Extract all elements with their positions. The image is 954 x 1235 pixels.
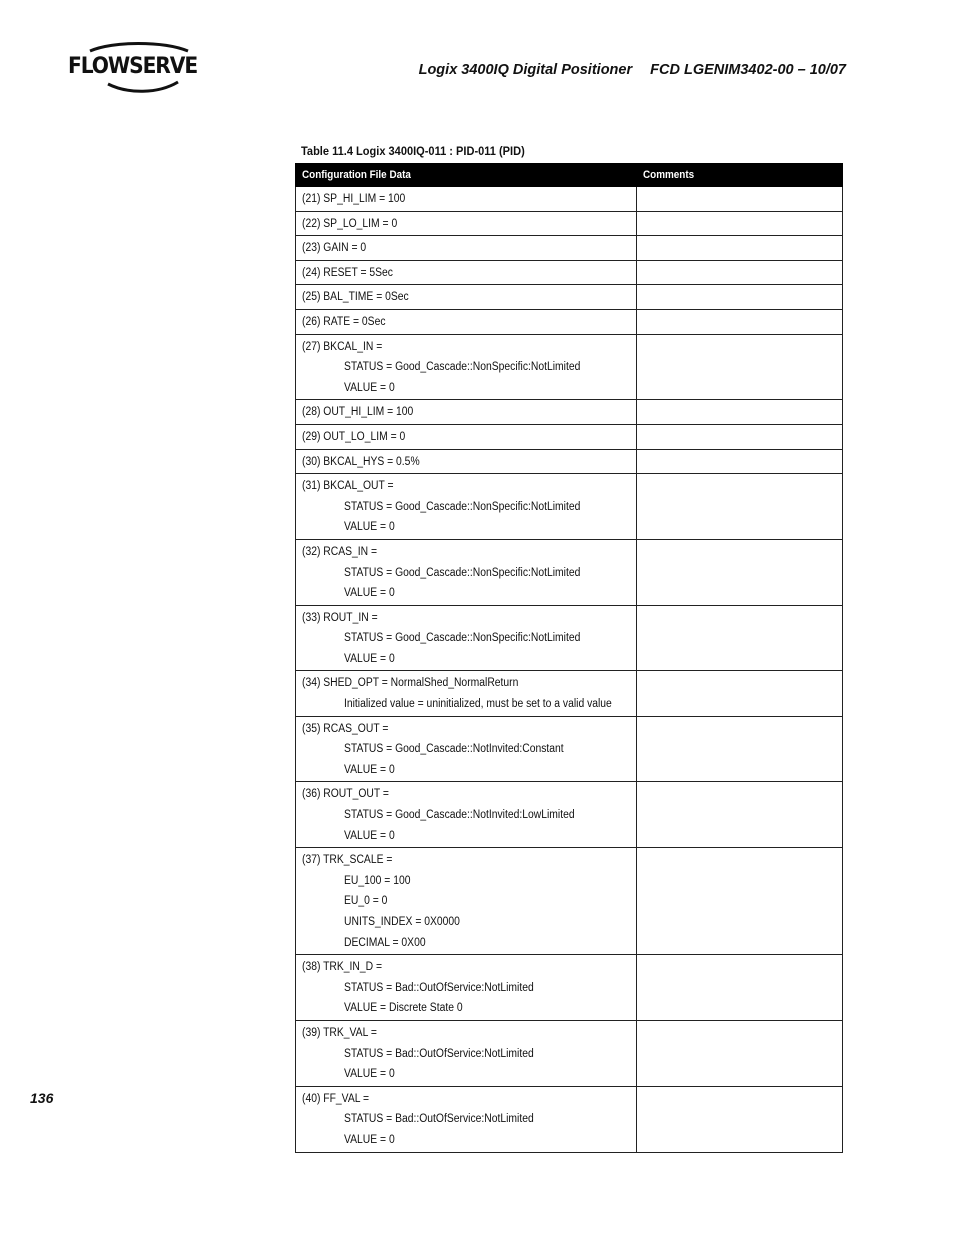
config-data-cell (296, 260, 637, 285)
config-data-cell (296, 211, 637, 236)
config-parameter: (36) ROUT_OUT = (302, 788, 389, 801)
comments-cell (637, 539, 843, 605)
table-body (296, 187, 843, 1153)
comments-cell (637, 236, 843, 261)
config-sub-value: STATUS = Bad::OutOfService:NotLimited (344, 981, 534, 994)
config-parameter: (34) SHED_OPT = NormalShed_NormalReturn (302, 677, 519, 690)
running-header (419, 62, 846, 78)
config-parameter: (40) FF_VAL = (302, 1092, 370, 1105)
config-data-cell (296, 605, 637, 671)
table-row (296, 1020, 843, 1086)
config-parameter: (33) ROUT_IN = (302, 611, 378, 624)
comments-cell (637, 955, 843, 1021)
comments-cell (637, 260, 843, 285)
config-parameter: (37) TRK_SCALE = (302, 854, 393, 867)
config-data-cell (296, 187, 637, 212)
config-parameter: (27) BKCAL_IN = (302, 340, 383, 353)
comments-cell (637, 474, 843, 540)
config-parameter: (22) SP_LO_LIM = 0 (302, 217, 398, 230)
config-parameter: (21) SP_HI_LIM = 100 (302, 193, 406, 205)
table-row (296, 424, 843, 449)
comments-cell (637, 716, 843, 782)
column-header-config-data: Configuration File Data (296, 164, 637, 187)
column-header-comments: Comments (637, 164, 843, 187)
table-row (296, 309, 843, 334)
config-data-cell (296, 285, 637, 310)
config-data-cell (296, 449, 637, 474)
config-data-cell (296, 424, 637, 449)
table-row (296, 449, 843, 474)
config-sub-value: EU_100 = 100 (344, 874, 411, 887)
config-sub-value: Initialized value = uninitialized, must be set to a valid value (344, 698, 612, 711)
config-parameter: (29) OUT_LO_LIM = 0 (302, 430, 406, 443)
comments-cell (637, 671, 843, 716)
comments-cell (637, 1086, 843, 1152)
config-parameter: (32) RCAS_IN = (302, 545, 378, 558)
config-sub-value: VALUE = 0 (344, 1068, 395, 1081)
comments-cell (637, 187, 843, 212)
config-data-cell (296, 1086, 637, 1152)
config-parameter: (35) RCAS_OUT = (302, 722, 389, 735)
table-row (296, 474, 843, 540)
flowserve-logo (68, 42, 208, 98)
config-sub-value: VALUE = 0 (344, 381, 395, 394)
table-row (296, 400, 843, 425)
config-data-cell (296, 782, 637, 848)
comments-cell (637, 400, 843, 425)
config-sub-value: VALUE = 0 (344, 587, 395, 600)
comments-cell (637, 848, 843, 955)
table-caption: Table 11.4 Logix 3400IQ-011 : PID-011 (PID) (301, 144, 525, 158)
comments-cell (637, 449, 843, 474)
comments-cell (637, 424, 843, 449)
table-row (296, 187, 843, 212)
table-row (296, 260, 843, 285)
config-data-cell (296, 474, 637, 540)
config-sub-value: STATUS = Good_Cascade::NonSpecific:NotLimited (344, 632, 581, 645)
config-parameter: (38) TRK_IN_D = (302, 961, 383, 974)
config-data-cell (296, 236, 637, 261)
comments-cell (637, 211, 843, 236)
table-row (296, 716, 843, 782)
config-parameter: (23) GAIN = 0 (302, 242, 367, 255)
config-sub-value: STATUS = Good_Cascade::NonSpecific:NotLimited (344, 361, 581, 374)
comments-cell (637, 605, 843, 671)
config-data-cell (296, 539, 637, 605)
config-sub-value: STATUS = Good_Cascade::NonSpecific:NotLimited (344, 566, 581, 579)
table-row (296, 211, 843, 236)
config-parameter: (30) BKCAL_HYS = 0.5% (302, 455, 420, 468)
config-parameter: (39) TRK_VAL = (302, 1026, 377, 1039)
config-parameter: (31) BKCAL_OUT = (302, 480, 394, 493)
config-sub-value: STATUS = Good_Cascade::NotInvited:LowLimited (344, 809, 575, 822)
table-row (296, 955, 843, 1021)
table-row (296, 1086, 843, 1152)
config-sub-value: VALUE = 0 (344, 763, 395, 776)
comments-cell (637, 782, 843, 848)
config-sub-value: VALUE = 0 (344, 1133, 395, 1146)
config-sub-value: STATUS = Bad::OutOfService:NotLimited (344, 1113, 534, 1126)
table-header-row (296, 164, 843, 187)
config-sub-value: VALUE = Discrete State 0 (344, 1002, 463, 1015)
table-row (296, 782, 843, 848)
table-row (296, 334, 843, 400)
config-sub-value: EU_0 = 0 (344, 895, 388, 908)
config-sub-value: DECIMAL = 0X00 (344, 936, 426, 949)
config-data-cell (296, 716, 637, 782)
document-code: FCD LGENIM3402-00 – 10/07 (650, 62, 846, 78)
page-number: 136 (30, 1090, 54, 1106)
comments-cell (637, 285, 843, 310)
comments-cell (637, 1020, 843, 1086)
configuration-table (295, 163, 843, 1153)
config-data-cell (296, 1020, 637, 1086)
table-row (296, 848, 843, 955)
table-row (296, 539, 843, 605)
document-title: Logix 3400IQ Digital Positioner (418, 62, 633, 78)
config-data-cell (296, 334, 637, 400)
config-data-cell (296, 955, 637, 1021)
config-sub-value: VALUE = 0 (344, 521, 395, 534)
config-sub-value: UNITS_INDEX = 0X0000 (344, 916, 460, 928)
config-sub-value: VALUE = 0 (344, 652, 395, 665)
config-parameter: (26) RATE = 0Sec (302, 315, 386, 328)
comments-cell (637, 334, 843, 400)
table-row (296, 605, 843, 671)
config-data-cell (296, 848, 637, 955)
table-row (296, 236, 843, 261)
config-sub-value: STATUS = Bad::OutOfService:NotLimited (344, 1047, 534, 1060)
logo-wordmark: FLOWSERVE (68, 54, 198, 79)
config-sub-value: STATUS = Good_Cascade::NotInvited:Constant (344, 743, 564, 756)
table-row (296, 285, 843, 310)
config-sub-value: STATUS = Good_Cascade::NonSpecific:NotLimited (344, 500, 581, 513)
config-parameter: (25) BAL_TIME = 0Sec (302, 291, 409, 304)
table-row (296, 671, 843, 716)
config-data-cell (296, 400, 637, 425)
comments-cell (637, 309, 843, 334)
config-data-cell (296, 309, 637, 334)
config-data-cell (296, 671, 637, 716)
config-sub-value: VALUE = 0 (344, 829, 395, 842)
config-parameter: (28) OUT_HI_LIM = 100 (302, 406, 414, 419)
config-parameter: (24) RESET = 5Sec (302, 266, 393, 279)
